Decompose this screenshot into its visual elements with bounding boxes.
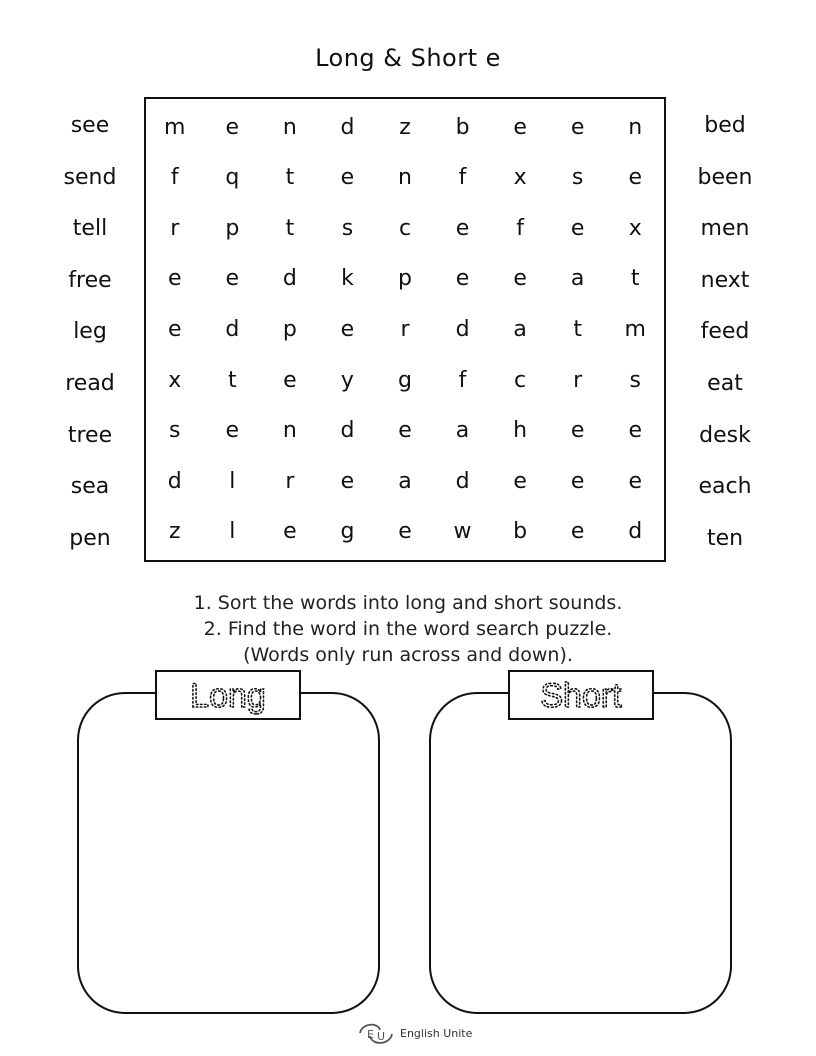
grid-letter[interactable]: p — [225, 215, 240, 241]
grid-letter[interactable]: e — [455, 215, 470, 241]
grid-letter[interactable]: p — [398, 266, 412, 292]
grid-letter[interactable]: s — [571, 165, 584, 191]
grid-letter[interactable]: e — [570, 114, 585, 140]
grid-letter[interactable]: e — [513, 114, 527, 140]
grid-letter[interactable]: s — [341, 215, 354, 241]
grid-letter[interactable]: f — [458, 367, 467, 393]
grid-letter[interactable]: t — [285, 165, 295, 191]
grid-letter[interactable]: z — [399, 114, 411, 140]
grid-letter[interactable]: x — [628, 215, 642, 241]
right-list-word: ten — [706, 525, 744, 551]
grid-letter[interactable]: c — [514, 367, 527, 393]
right-list-word: men — [700, 216, 750, 242]
instruction-line-1: 1. Sort the words into long and short sounds. — [193, 592, 623, 614]
grid-letter[interactable]: d — [282, 266, 297, 292]
grid-letter[interactable]: d — [225, 316, 240, 342]
grid-letter[interactable]: p — [282, 316, 297, 342]
brand-name: English Unite — [400, 1026, 473, 1040]
left-list-word: see — [70, 113, 110, 138]
grid-letter[interactable]: f — [516, 215, 524, 241]
grid-letter[interactable]: e — [340, 468, 355, 494]
grid-letter[interactable]: e — [628, 418, 642, 444]
grid-letter[interactable]: r — [285, 468, 295, 494]
grid-letter[interactable]: e — [513, 266, 527, 292]
grid-letter[interactable]: m — [164, 114, 186, 140]
grid-letter[interactable]: e — [283, 519, 297, 545]
word-list-left — [30, 100, 150, 564]
right-list-word: each — [698, 474, 752, 500]
grid-letter[interactable]: b — [455, 114, 470, 140]
right-list-word: eat — [707, 370, 743, 396]
grid-letter[interactable]: t — [573, 316, 582, 342]
grid-letter[interactable]: e — [225, 418, 240, 444]
grid-letter[interactable]: r — [400, 316, 410, 342]
grid-letter[interactable]: n — [282, 418, 297, 444]
grid-letter[interactable]: e — [283, 367, 297, 393]
footer-branding — [356, 1018, 472, 1048]
short-answer-box[interactable] — [429, 692, 732, 1014]
grid-letter[interactable]: x — [168, 367, 182, 393]
svg-text:E: E — [367, 1028, 374, 1041]
left-list-word: sea — [70, 474, 110, 500]
grid-letter[interactable]: w — [453, 519, 472, 545]
left-list-word: read — [65, 370, 115, 396]
short-label-text: Short — [540, 677, 622, 715]
grid-letter[interactable]: q — [225, 165, 240, 191]
instruction-line-2: 2. Find the word in the word search puzzle. — [203, 618, 613, 640]
grid-letter[interactable]: a — [455, 418, 470, 444]
grid-letter[interactable]: a — [513, 316, 527, 342]
instructions — [0, 590, 816, 668]
short-dotted-label — [516, 673, 646, 717]
right-list-word: feed — [700, 319, 750, 345]
grid-letter[interactable]: g — [340, 519, 355, 545]
grid-letter[interactable]: e — [340, 316, 355, 342]
right-list-word: desk — [699, 422, 751, 448]
left-list-word: free — [68, 267, 112, 293]
grid-letter[interactable]: t — [630, 266, 640, 292]
grid-letter[interactable]: e — [340, 165, 355, 191]
word-search-grid — [144, 97, 666, 562]
grid-letter[interactable]: h — [513, 418, 528, 444]
english-unite-logo-icon — [356, 1020, 396, 1046]
grid-letter[interactable]: d — [455, 468, 470, 494]
grid-letter[interactable]: c — [398, 215, 412, 241]
grid-letter[interactable]: e — [398, 418, 412, 444]
grid-letter[interactable]: a — [398, 468, 412, 494]
left-list-word: leg — [73, 319, 107, 345]
grid-letter[interactable]: f — [170, 165, 179, 191]
grid-letter[interactable]: d — [167, 468, 182, 494]
grid-letter[interactable]: d — [628, 519, 643, 545]
grid-letter[interactable]: m — [624, 316, 646, 342]
left-list-word: pen — [69, 525, 111, 551]
grid-letter[interactable]: k — [341, 266, 354, 292]
grid-letter[interactable]: y — [340, 367, 354, 393]
long-answer-box[interactable] — [77, 692, 380, 1014]
grid-letter[interactable]: e — [570, 215, 585, 241]
grid-letter[interactable]: d — [455, 316, 470, 342]
grid-letter[interactable]: t — [228, 367, 237, 393]
grid-letter[interactable]: b — [513, 519, 528, 545]
grid-letter[interactable]: n — [628, 114, 643, 140]
grid-letter[interactable]: d — [340, 418, 355, 444]
grid-letter[interactable]: t — [285, 215, 295, 241]
grid-letter[interactable]: e — [628, 165, 642, 191]
short-label-tab — [508, 670, 654, 720]
grid-letter[interactable]: g — [398, 367, 412, 393]
grid-letter[interactable]: e — [225, 266, 240, 292]
grid-letter[interactable]: n — [282, 114, 297, 140]
word-list-right — [665, 100, 785, 564]
grid-letter[interactable]: z — [168, 519, 181, 545]
grid-letter[interactable]: e — [168, 316, 182, 342]
grid-letter[interactable]: e — [455, 266, 470, 292]
grid-letter[interactable]: e — [570, 519, 585, 545]
left-list-word: tell — [72, 216, 108, 242]
grid-letter[interactable]: d — [340, 114, 355, 140]
long-dotted-label — [163, 673, 293, 717]
grid-letter[interactable]: e — [628, 468, 642, 494]
grid-letter[interactable]: n — [398, 165, 412, 191]
left-list-word: tree — [67, 422, 113, 448]
grid-letter[interactable]: e — [168, 266, 182, 292]
grid-letter[interactable]: a — [570, 266, 585, 292]
right-list-word: next — [700, 267, 750, 293]
page-title: Long & Short e — [315, 44, 501, 72]
grid-letter[interactable]: e — [570, 418, 585, 444]
long-label-text: Long — [190, 677, 266, 715]
grid-letter[interactable]: e — [225, 114, 240, 140]
long-label-tab — [155, 670, 301, 720]
svg-text:U: U — [377, 1030, 386, 1043]
grid-letter[interactable]: e — [570, 468, 585, 494]
instruction-line-3: (Words only run across and down). — [243, 644, 573, 666]
grid-letter[interactable]: s — [629, 367, 641, 393]
grid-letter[interactable]: f — [458, 165, 467, 191]
grid-letter[interactable]: x — [513, 165, 527, 191]
left-list-word: send — [63, 164, 117, 190]
grid-letter[interactable]: r — [573, 367, 583, 393]
grid-letter[interactable]: l — [229, 519, 236, 545]
grid-letter[interactable]: r — [170, 215, 180, 241]
grid-letter[interactable]: l — [229, 468, 236, 494]
grid-letter[interactable]: e — [398, 519, 412, 545]
grid-letter[interactable]: e — [513, 468, 527, 494]
right-list-word: been — [697, 164, 753, 190]
right-list-word: bed — [704, 113, 746, 138]
grid-letter[interactable]: s — [169, 418, 181, 444]
